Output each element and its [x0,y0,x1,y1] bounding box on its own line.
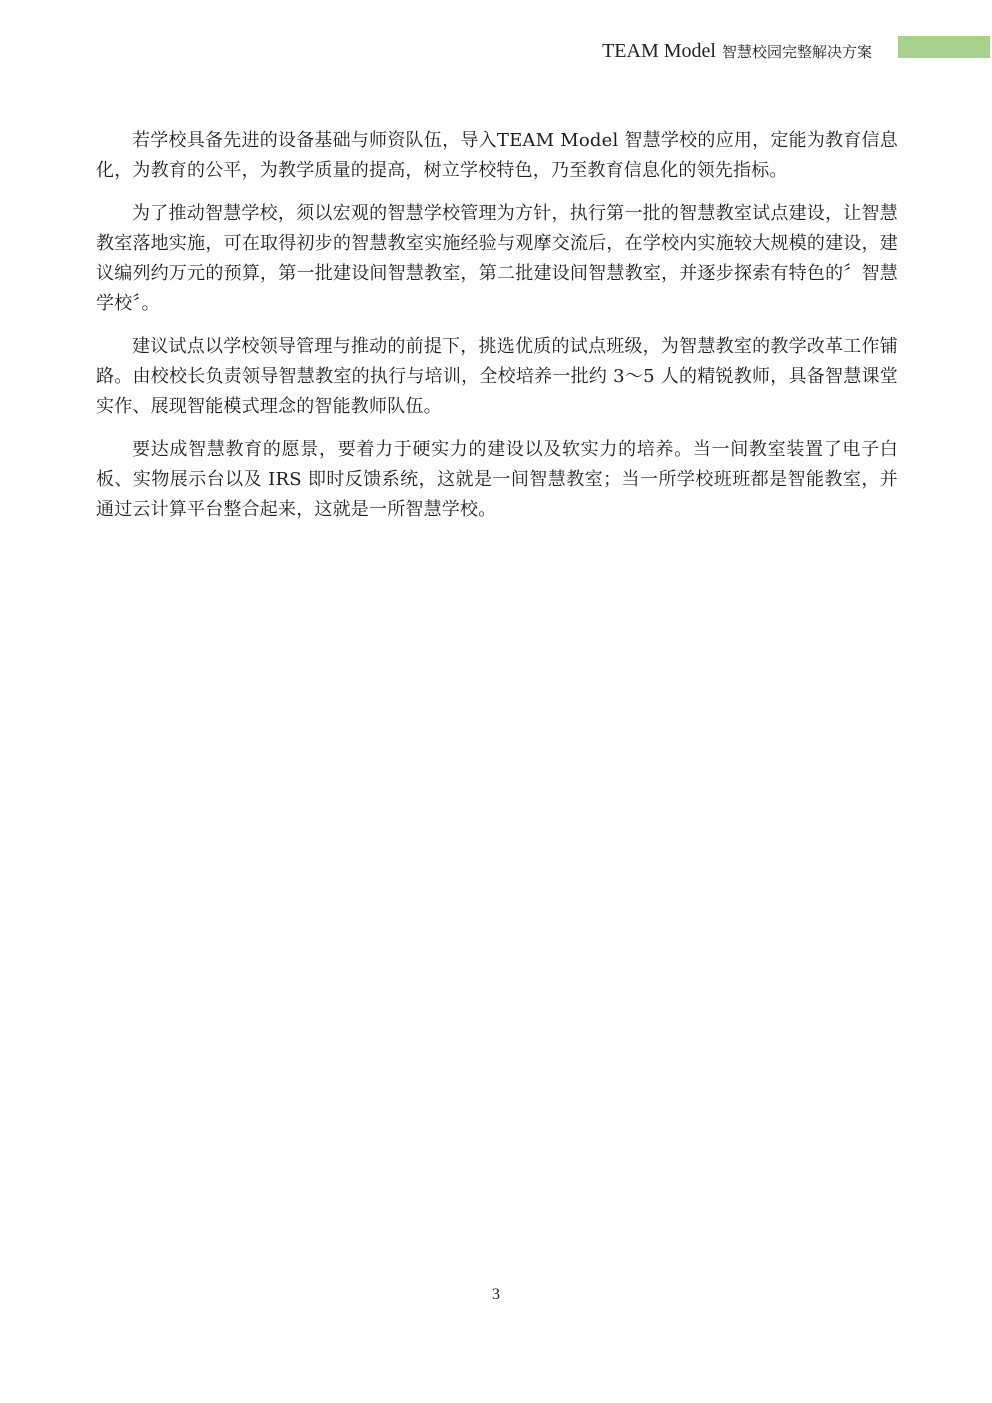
paragraph-2: 为了推动智慧学校，须以宏观的智慧学校管理为方针，执行第一批的智慧教室试点建设，让智慧教室落地实施，可在取得初步的智慧教室实施经验与观摩交流后，在学校内实施较大规模的建设，建议编列约万元的预算，第一批建设间智慧教室，第二批建设间智慧教室，并逐步探索有特色的〞智慧学校〞。 [96,203,898,314]
header-subtitle: 智慧校园完整解决方案 [721,43,872,61]
page-number: 3 [492,1286,500,1303]
paragraph-3: 建议试点以学校领导管理与推动的前提下，挑选优质的试点班级，为智慧教室的教学改革工作铺路。由校校长负责领导智慧教室的执行与培训，全校培养一批约 3～5 人的精锐教师，具备智慧课堂实作、展现智能模式理念的智能教师队伍。 [96,336,898,417]
document-body [96,126,898,538]
paragraph-4: 要达成智慧教育的愿景，要着力于硬实力的建设以及软实力的培养。当一间教室装置了电子白板、实物展示台以及 IRS 即时反馈系统，这就是一间智慧教室；当一所学校班班都是智能教室，并通过云计算平台整合起来，这就是一所智慧学校。 [96,439,898,520]
header-title [602,40,872,63]
page-header [0,36,992,64]
header-brand: TEAM Model [602,40,716,62]
header-accent-bar [898,36,990,58]
paragraph-1: 若学校具备先进的设备基础与师资队伍，导入TEAM Model 智慧学校的应用，定能为教育信息化，为教育的公平，为教学质量的提高，树立学校特色，乃至教育信息化的领先指标。 [96,130,898,181]
